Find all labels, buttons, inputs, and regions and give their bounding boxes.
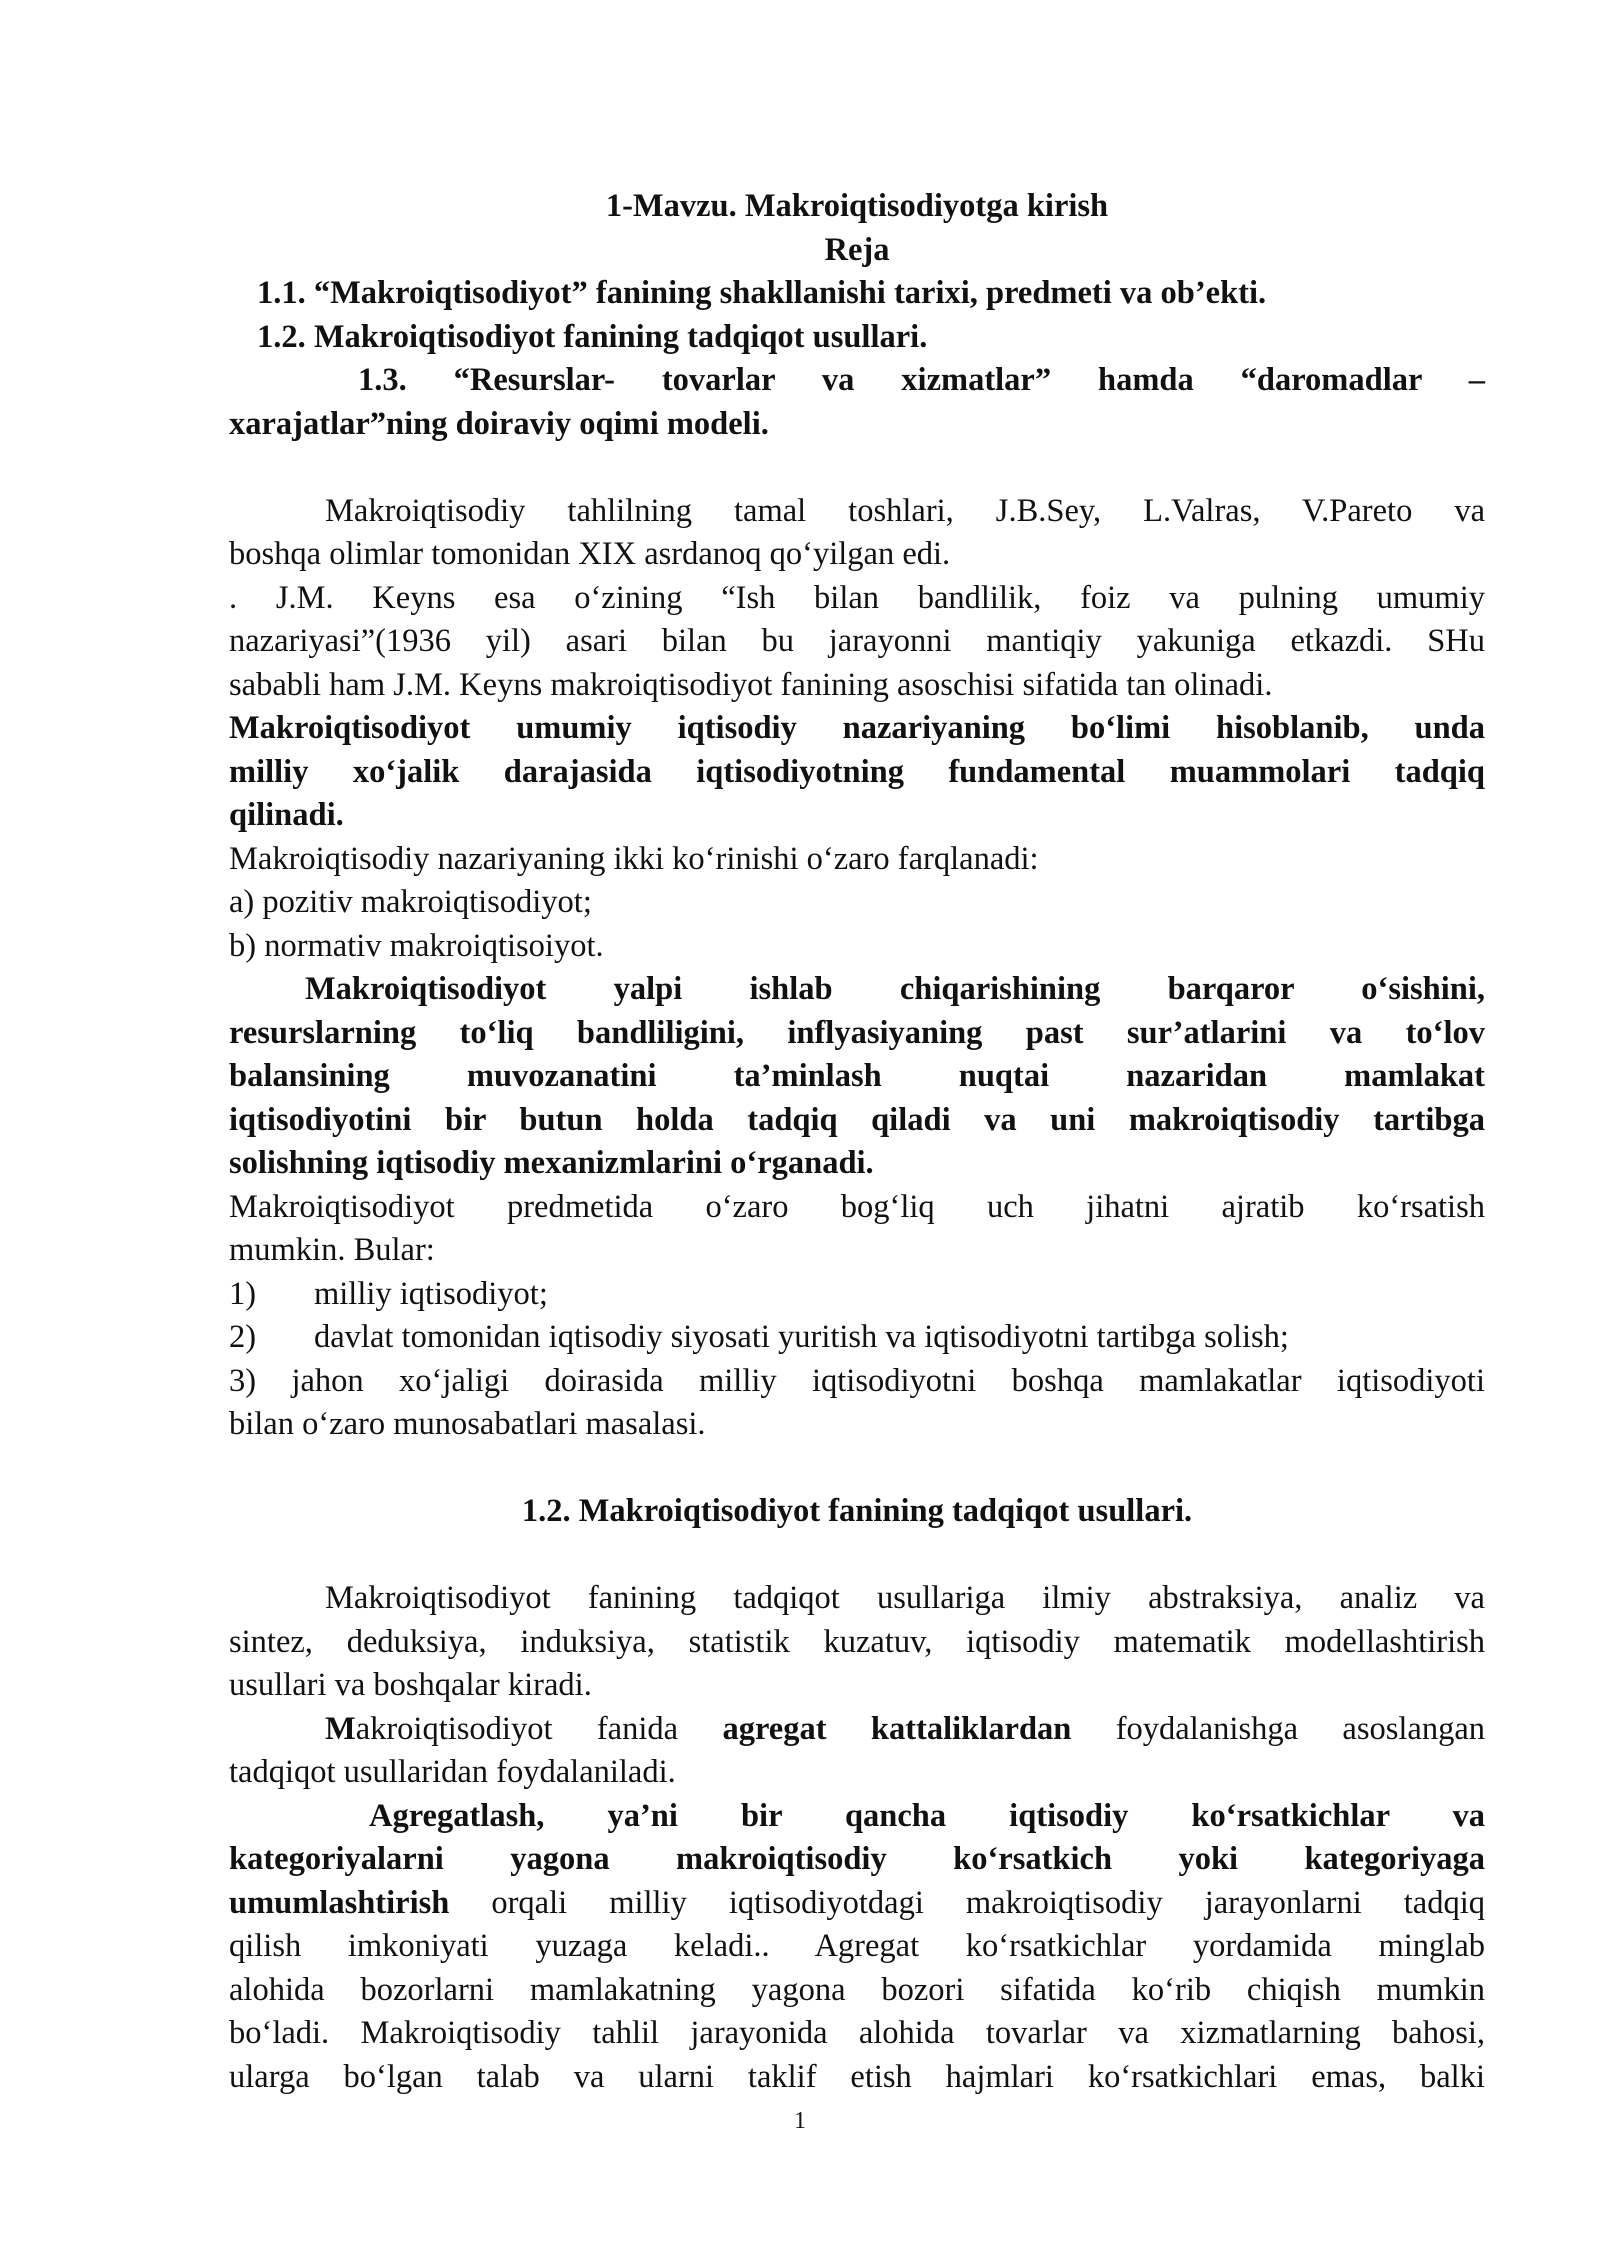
numbered-item — [229, 1273, 1485, 1317]
item-text: davlat tomonidan iqtisodiy siyosati yuritish va iqtisodiyotni tartibga solish; — [314, 1319, 1289, 1355]
body-line: nazariyasi”(1936 yil) asari bilan bu jarayonni mantiqiy yakuniga etkazdi. SHu — [229, 623, 1485, 659]
body-line: . J.M. Keyns esa o‘zining “Ish bilan bandlilik, foiz va pulning umumiy — [229, 579, 1485, 616]
bold-paragraph-line: kategoriyalarni yagona makroiqtisodiy ko‘rsatkich yoki kategoriyaga — [229, 1841, 1485, 1877]
plan-item: 1.2. Makroiqtisodiyot fanining tadqiqot usullari. — [257, 318, 928, 355]
bold-term: umumlashtirish — [229, 1884, 450, 1921]
bold-paragraph-line: Makroiqtisodiyot umumiy iqtisodiy nazariyaning bo‘limi hisoblanib, unda — [229, 710, 1485, 746]
item-number: 1) — [229, 1275, 257, 1312]
section-heading: 1.2. Makroiqtisodiyot fanining tadqiqot usullari. — [521, 1493, 1193, 1529]
bold-paragraph-line: solishning iqtisodiy mexanizmlarini o‘rganadi. — [229, 1145, 874, 1181]
list-item: a) pozitiv makroiqtisodiyot; — [229, 884, 592, 920]
body-line — [229, 1708, 1485, 1752]
plan-item: 1.3. “Resurslar- tovarlar va xizmatlar” hamda “daromadlar – — [358, 362, 1485, 398]
plan-item-continuation: xarajatlar”ning doiraviy oqimi modeli. — [229, 405, 769, 442]
body-line: alohida bozorlarni mamlakatning yagona bozori sifatida ko‘rib chiqish mumkin — [229, 1971, 1485, 2008]
body-line: Makroiqtisodiyot predmetida o‘zaro bog‘liq uch jihatni ajratib ko‘rsatish — [229, 1188, 1485, 1225]
bold-paragraph-line: balansining muvozanatini ta’minlash nuqtai nazaridan mamlakat — [229, 1058, 1485, 1094]
body-line: 3) jahon xo‘jaligi doirasida milliy iqtisodiyotni boshqa mamlakatlar iqtisodiyoti — [229, 1362, 1485, 1399]
item-number: 2) — [229, 1319, 257, 1355]
body-line: bilan o‘zaro munosabatlari masalasi. — [229, 1406, 706, 1442]
page-number: 1 — [794, 2108, 806, 2134]
body-line: Makroiqtisodiy tahlilning tamal toshlari, J.B.Sey, L.Valras, V.Pareto va — [325, 492, 1485, 529]
body-line: sababli ham J.M. Keyns makroiqtisodiyot fanining asoschisi sifatida tan olinadi. — [229, 666, 1273, 703]
text-run: foydalanishga asoslangan — [1071, 1710, 1486, 1747]
body-line: mumkin. Bular: — [229, 1232, 435, 1268]
bold-paragraph-line: Makroiqtisodiyot yalpi ishlab chiqarishining barqaror o‘sishini, — [305, 971, 1485, 1007]
plan-heading: Reja — [824, 231, 890, 268]
bold-paragraph-line: qilinadi. — [229, 797, 344, 833]
body-line: usullari va boshqalar kiradi. — [229, 1667, 592, 1703]
bold-paragraph-line: iqtisodiyotini bir butun holda tadqiq qiladi va uni makroiqtisodiy tartibga — [229, 1101, 1485, 1138]
body-line: tadqiqot usullaridan foydalaniladi. — [229, 1754, 676, 1790]
body-line: boshqa olimlar tomonidan XIX asrdanoq qo‘yilgan edi. — [229, 536, 951, 572]
body-line: Makroiqtisodiyot fanining tadqiqot usullariga ilmiy abstraksiya, analiz va — [325, 1580, 1485, 1616]
bold-paragraph-line: resurslarning to‘liq bandliligini, inflyasiyaning past sur’atlarini va to‘lov — [229, 1014, 1485, 1051]
body-line: ularga bo‘lgan talab va ularni taklif etish hajmlari ko‘rsatkichlari emas, balki — [229, 2058, 1485, 2095]
plan-item: 1.1. “Makroiqtisodiyot” fanining shakllanishi tarixi, predmeti va ob’ekti. — [257, 275, 1267, 311]
bold-letter: M — [325, 1710, 356, 1747]
text-run: akroiqtisodiyot fanida — [355, 1710, 723, 1747]
bold-paragraph-line: Agregatlash, ya’ni bir qancha iqtisodiy ko‘rsatkichlar va — [369, 1797, 1485, 1834]
body-line: bo‘ladi. Makroiqtisodiy tahlil jarayonida alohida tovarlar va xizmatlarning bahosi, — [229, 2015, 1485, 2051]
bold-paragraph-line: milliy xo‘jalik darajasida iqtisodiyotning fundamental muammolari tadqiq — [229, 753, 1485, 790]
text-run: orqali milliy iqtisodiyotdagi makroiqtisodiy jarayonlarni tadqiq — [449, 1884, 1485, 1921]
numbered-item — [229, 1316, 1485, 1360]
body-line: sintez, deduksiya, induksiya, statistik kuzatuv, iqtisodiy matematik modellashtirish — [229, 1623, 1485, 1660]
document-page — [229, 185, 1485, 2099]
bold-term: agregat kattaliklardan — [722, 1710, 1072, 1747]
body-line: Makroiqtisodiy nazariyaning ikki ko‘rinishi o‘zaro farqlanadi: — [229, 840, 1039, 877]
item-text: milliy iqtisodiyot; — [314, 1275, 548, 1312]
list-item: b) normativ makroiqtisoiyot. — [229, 927, 604, 964]
body-line: qilish imkoniyati yuzaga keladi.. Agregat ko‘rsatkichlar yordamida minglab — [229, 1928, 1485, 1964]
document-title: 1-Mavzu. Makroiqtisodiyotga kirish — [605, 188, 1109, 224]
body-line — [229, 1882, 1485, 1926]
